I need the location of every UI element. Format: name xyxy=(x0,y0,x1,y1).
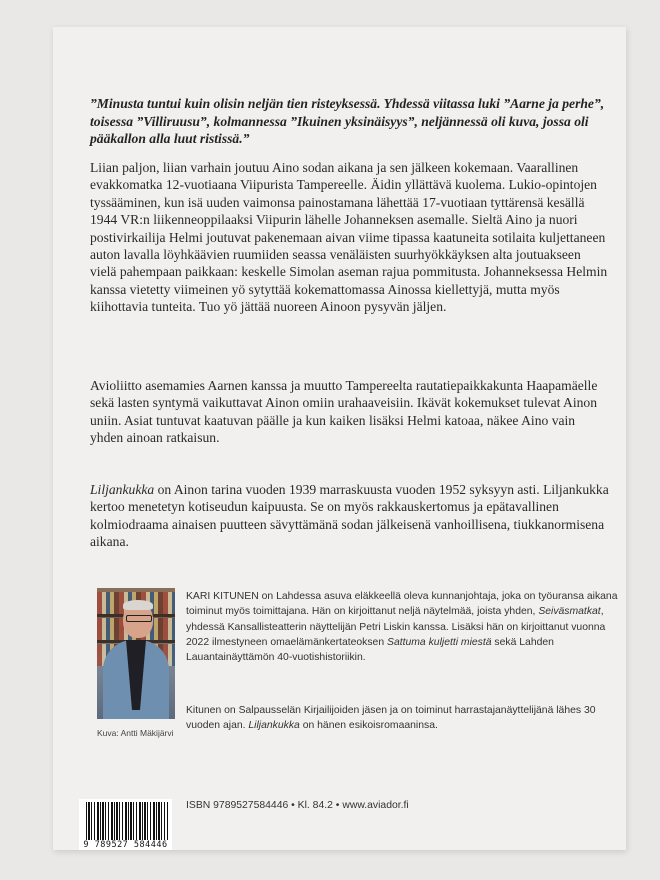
blurb-paragraph-3-text: on Ainon tarina vuoden 1939 marraskuusta vuoden 1952 syksyyn asti. Liljankukka kertoo menetetyn kotiseudun kaipuusta. Se on myös rakkauskertomus ja epätavallinen kolmiodraama ainaisen puutteen sävyttämänä sodan jälkeisenä vanhoillisena, tiukkanormisena aikana. xyxy=(90,482,609,550)
barcode-number: 9 789527 584446 xyxy=(83,840,168,850)
blurb-paragraph-3 xyxy=(90,481,610,551)
bio-text: KARI KITUNEN on Lahdessa asuva eläkkeellä oleva kunnanjohtaja, joka on työuransa aikana toiminut myös toimittajana. Hän on kirjoittanut neljä näytelmää, joista yhden, xyxy=(186,591,618,618)
bio-text: sekä Lahden Lauantainäyttämön 40-vuotishistoriikin. xyxy=(186,636,554,664)
cover-quote: ”Minusta tuntui kuin olisin neljän tien risteyksessä. Yhdessä viitassa luki ”Aarne ja perhe”, toisessa ”Villiruusu”, kolmannessa ”Ikuinen yksinäisyys”, neljännessä oli kuva, jossa oli pääkallon alla luut ristissä.” xyxy=(90,96,605,147)
author-glasses xyxy=(126,615,152,622)
isbn-line: ISBN 9789527584446 • Kl. 84.2 • www.aviador.fi xyxy=(186,800,409,811)
barcode-bars xyxy=(86,802,168,840)
blurb-paragraph-2: Avioliitto asemamies Aarnen kanssa ja muutto Tampereelta rautatiepaikkakunta Haapamäelle sekä lasten syntymä vaikuttavat Ainon omiin urahaaveisiin. Ikävät kokemukset tulevat Ainon uniin. Asiat tuntuvat kaatuvan päälle ja kun kaiken lisäksi Helmi katoaa, näkee Aino vain yhden ainoan ratkaisun. xyxy=(90,378,598,446)
isbn-barcode xyxy=(79,799,172,850)
bio-text: , yhdessä Kansallisteatterin näyttelijän Petri Liskin kanssa. Lisäksi hän on kirjoittanut vuonna 2022 ilmestyneen omaelämänkertateoksen xyxy=(186,606,606,648)
author-bio-2 xyxy=(186,703,618,734)
work-title: Sattuma kuljetti miestä xyxy=(387,636,492,648)
bio-text: on hänen esikoisromaaninsa. xyxy=(299,720,438,732)
book-back-cover xyxy=(53,27,626,850)
author-hair xyxy=(123,600,153,610)
photo-caption: Kuva: Antti Mäkijärvi xyxy=(97,728,174,738)
blurb-paragraph-1: Liian paljon, liian varhain joutuu Aino sodan aikana ja sen jälkeen kokemaan. Vaarallinen evakkomatka 12-vuotiaana Viipurista Tampereelle. Äidin yllättävä kuolema. Lukio-opintojen tyssääminen, kun isä uuden vaimonsa painostamana lähettää 17-vuotiaan tyttärensä kesällä 1944 VR:n liikenneoppilaaksi Viipurin lähelle Johanneksen asemalle. Sieltä Aino ja nuori postivirkailija Helmi joutuvat pakenemaan aivan viime tipassa kaatuneita sotilaita kuljettaneen auton lavalla löyhkäävien ruumiiden seassa venäläisten suurhyökkäyksen alta joutuakseen vielä pahempaan paikkaan: keskelle Simolan aseman rajua pommitusta. Johanneksessa Helmin kanssa vietetty viimeinen yö sytyttää kokemattomassa Ainossa kiellettyjä, mutta myös kiihottavia tunteita. Tuo yö jättää nuoreen Ainoon pysyvän jäljen. xyxy=(90,160,608,315)
book-title: Liljankukka xyxy=(90,482,155,497)
work-title: Liljankukka xyxy=(248,720,300,732)
author-photo xyxy=(97,588,175,719)
author-bio-1 xyxy=(186,589,618,665)
work-title: Seiväsmatkat xyxy=(538,606,601,618)
bio-text: Kitunen on Salpausselän Kirjailijoiden jäsen ja on toiminut harrastajanäyttelijänä lähes 30 vuoden ajan. xyxy=(186,705,596,732)
